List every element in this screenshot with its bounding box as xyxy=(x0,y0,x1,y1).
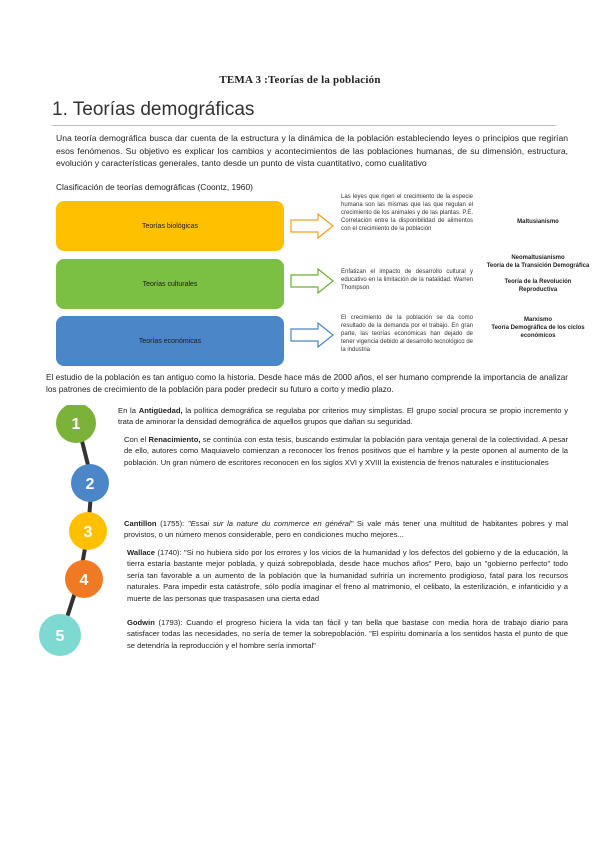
author-name: Cantillon xyxy=(124,519,157,528)
description-culturales: Enfatizan el impacto de desarrollo cultural y educativo en la limitación de la natalidad. Warren Thompson xyxy=(341,269,473,291)
paragraph-renacimiento: Con el Renacimiento, se continúa con esta tesis, buscando estimular la población para ventaja general de la colectividad. A pesar de ello, autores como Maquiavelo comienzan a reconocer los frenos positivos que el hambre y la peste oponen al aumento de la población. Un gran número de escritores reconocen en los siglos XVI y XVIII la existencia de frenos naturales e institucionales xyxy=(124,435,568,467)
timeline-graphic xyxy=(36,405,126,675)
box-teorias-culturales xyxy=(56,259,284,309)
box-label: Teorías económicas xyxy=(138,337,202,345)
paragraph-cantillon: Cantillon (1755): "Essai sur la nature du commerce en général" Si vale más tener una multitud de habitantes pobres y mal provistos, o un número menos considerable, pero en condiciones mucho mejores... xyxy=(124,519,569,540)
label-revolucion-reproductiva: Teoría de la Revolución Reproductiva xyxy=(504,279,572,293)
timeline-step-5 xyxy=(39,614,81,656)
label-transicion-demografica: Teoría de la Transición Demográfica xyxy=(486,263,590,269)
arrow-right-icon xyxy=(290,322,334,348)
box-label: Teorías biológicas xyxy=(141,222,199,230)
paragraph-wallace: Wallace (1740): "Si no hubiera sido por los errores y los vicios de la humanidad y los defectos del gobierno y de la educación, la tierra estaría bastante mejor poblada, y quizá sobrepoblada, desde hace muchos años" Pero, bajo un "gobierno perfecto" todo sería tan favorable a un aumento de la población que la humanidad sufriría un incremento prodigioso, fatal para los recursos naturales. Para impedir esta catástrofe, sólo podía imaginar el freno al matrimonio, el celibato, la esterilización, e infanticidio y a muerte de las personas que traspasasen una cierta edad xyxy=(127,548,568,603)
timeline-step-1 xyxy=(56,405,96,443)
arrow-right-icon xyxy=(290,213,334,239)
intro-paragraph: Una teoría demográfica busca dar cuenta de la estructura y la dinámica de la población estableciendo leyes o principios que regirían esos fenómenos. Su objetivo es explicar los cambios y acontecimientos de las poblaciones humanas, de su dimensión, estructura, evolución y características generales, tanto desde un punto de vista cuantitativo, como cualitativo xyxy=(56,133,568,168)
description-biologicas: Las leyes que rigen el crecimiento de la especie humana son las mismas que las que regulan el crecimiento de los animales y de las plantas. P.E. Correlación entre la disponibilidad de alimentos con el crecimiento de la población xyxy=(341,194,473,232)
step-number: 4 xyxy=(79,572,89,589)
label-maltusianismo: Maltusianismo xyxy=(517,219,559,225)
label-neomaltusianismo: Neomaltusianismo xyxy=(511,255,565,261)
book-title: "Essai sur la nature du commerce en général" xyxy=(187,519,354,528)
step-number: 3 xyxy=(83,524,93,541)
description-economicas: El crecimiento de la población se da como resultado de la demanda por el trabajo. En gran parte, las teorías económicas han dejado de tener vigencia debido al desarrollo tecnológico de la industria xyxy=(341,315,473,353)
timeline-step-3 xyxy=(69,512,107,550)
timeline-step-4 xyxy=(65,560,103,598)
label-marxismo: Marxismo xyxy=(523,317,552,323)
paragraph-antiguedad: En la Antigüedad, la política demográfica se regulaba por criterios muy simplistas. El grupo social procura se propio incremento y trata de aminorar la densidad demográfica de aquellos grupos que dañan su seguridad. xyxy=(118,406,568,427)
era-name: Renacimiento, xyxy=(148,435,201,444)
arrow-right-icon xyxy=(290,268,334,294)
document-topic-title: TEMA 3 :Teorías de la población xyxy=(219,74,381,86)
step-number: 1 xyxy=(71,416,81,433)
step-number: 5 xyxy=(55,628,65,645)
box-teorias-economicas xyxy=(56,316,284,366)
timeline-step-2 xyxy=(71,464,109,502)
box-teorias-biologicas xyxy=(56,201,284,251)
heading-divider xyxy=(52,125,556,126)
paragraph-godwin: Godwin (1793): Cuando el progreso hiciera la vida tan fácil y tan bella que bastase con media hora de trabajo diario para satisfacer todas las necesidades, no sería de temer la sobrepoblación. "El espíritu dominaría a los sentidos hasta el punto de que se detendría la reproducción y el hombre sería inmortal" xyxy=(127,618,568,650)
box-label: Teorías culturales xyxy=(142,280,198,288)
author-name: Wallace xyxy=(127,548,155,557)
label-ciclos-economicos: Teoría Demográfica de los ciclos económicos xyxy=(491,325,585,339)
history-paragraph: El estudio de la población es tan antiguo como la historia. Desde hace más de 2000 años, el ser humano comprende la importancia de analizar los patrones de crecimiento de la población para poder predecir su futuro a corto y medio plazo. xyxy=(46,373,568,394)
step-number: 2 xyxy=(85,476,95,493)
era-name: Antigüedad, xyxy=(138,406,183,415)
author-name: Godwin xyxy=(127,618,155,627)
section-heading: 1. Teorías demográficas xyxy=(52,99,255,120)
classification-title: Clasificación de teorías demográficas (Coontz, 1960) xyxy=(56,182,253,192)
